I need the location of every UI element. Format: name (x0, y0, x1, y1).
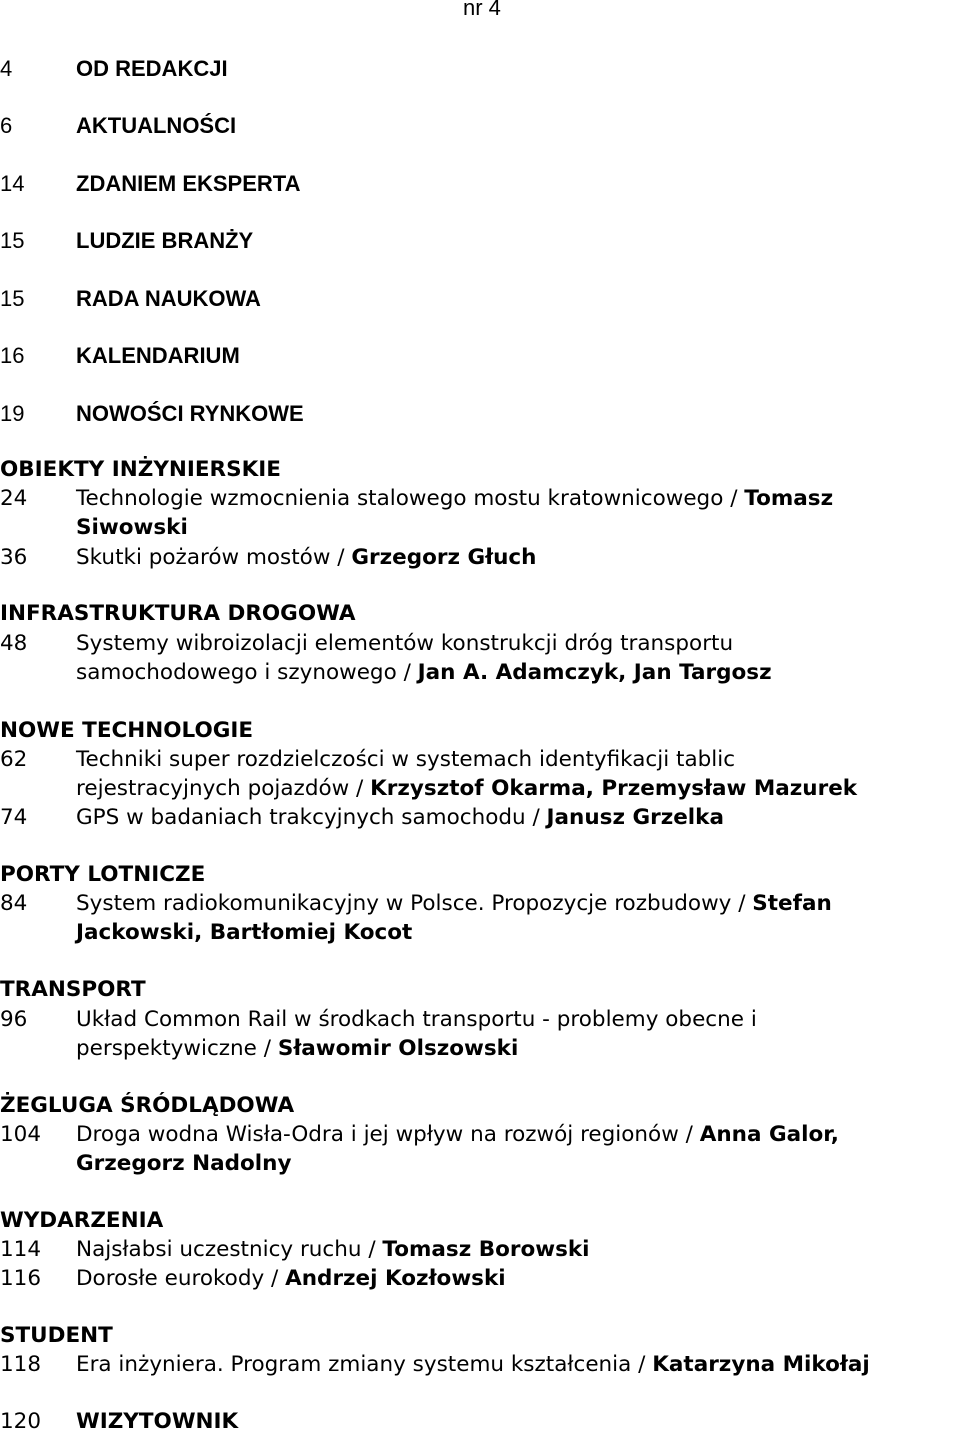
entry-author: Stefan (752, 891, 832, 916)
entry-title: Era inżyniera. Program zmiany systemu kształcenia / Katarzyna Mikołaj (76, 1352, 870, 1377)
issue-number: nr 4 (463, 0, 501, 20)
entry-title: GPS w badaniach trakcyjnych samochodu / Janusz Grzelka (76, 805, 724, 830)
section-heading: OBIEKTY INŻYNIERSKIE (0, 457, 281, 482)
section-heading: ŻEGLUGA ŚRÓDLĄDOWA (0, 1093, 295, 1118)
entry-title: Droga wodna Wisła-Odra i jej wpływ na rozwój regionów / Anna Galor, (76, 1122, 839, 1147)
entry-author: Grzegorz Głuch (351, 545, 537, 570)
entry-author: Janusz Grzelka (546, 805, 724, 830)
page-number: 96 (0, 1007, 28, 1032)
page-number: 74 (0, 805, 28, 830)
entry-title: System radiokomunikacyjny w Polsce. Propozycje rozbudowy / Stefan (76, 891, 832, 916)
page-number: 19 (0, 401, 25, 426)
section-heading: STUDENT (0, 1323, 113, 1348)
page-number: 62 (0, 747, 28, 772)
entry-title: NOWOŚCI RYNKOWE (76, 401, 304, 426)
entry-author: Sławomir Olszowski (277, 1036, 519, 1061)
entry-title: WIZYTOWNIK (76, 1409, 239, 1434)
section-heading: WYDARZENIA (0, 1208, 164, 1233)
entry-title: Najsłabsi uczestnicy ruchu / Tomasz Borowski (76, 1237, 590, 1262)
page-number: 4 (0, 56, 13, 81)
entry-title: RADA NAUKOWA (76, 286, 261, 311)
entry-title: Skutki pożarów mostów / Grzegorz Głuch (76, 545, 537, 570)
page-number: 14 (0, 171, 25, 196)
section-heading: INFRASTRUKTURA DROGOWA (0, 601, 356, 626)
page-number: 16 (0, 343, 25, 368)
entry-author-continued: Siwowski (76, 515, 188, 540)
page-number: 114 (0, 1237, 42, 1262)
entry-title: Technologie wzmocnienia stalowego mostu kratownicowego / Tomasz (76, 486, 834, 511)
page-number: 15 (0, 286, 25, 311)
page-number: 15 (0, 228, 25, 253)
entry-title: AKTUALNOŚCI (76, 113, 237, 138)
entry-author: Jan A. Adamczyk, Jan Targosz (417, 660, 772, 685)
entry-title-continued: perspektywiczne / Sławomir Olszowski (76, 1036, 519, 1061)
entry-title-continued: samochodowego i szynowego / Jan A. Adamczyk, Jan Targosz (76, 660, 772, 685)
entry-author-continued: Jackowski, Bartłomiej Kocot (76, 920, 413, 945)
entry-author: Krzysztof Okarma, Przemysław Mazurek (370, 776, 858, 801)
entry-title: Dorosłe eurokody / Andrzej Kozłowski (76, 1266, 506, 1291)
entry-title: Układ Common Rail w środkach transportu - problemy obecne i (76, 1007, 757, 1032)
entry-title: LUDZIE BRANŻY (76, 228, 254, 253)
entry-title: OD REDAKCJI (76, 56, 228, 81)
entry-title: KALENDARIUM (76, 343, 240, 368)
page-number: 118 (0, 1352, 42, 1377)
section-heading: TRANSPORT (0, 977, 146, 1002)
page-number: 104 (0, 1122, 42, 1147)
entry-author: Anna Galor, (699, 1122, 839, 1147)
entry-title: Systemy wibroizolacji elementów konstrukcji dróg transportu (76, 631, 734, 656)
page-number: 48 (0, 631, 28, 656)
entry-author-continued: Grzegorz Nadolny (76, 1151, 292, 1176)
entry-author: Katarzyna Mikołaj (652, 1352, 870, 1377)
entry-author: Tomasz (744, 486, 834, 511)
page-number: 120 (0, 1409, 42, 1434)
entry-author: Andrzej Kozłowski (285, 1266, 506, 1291)
page-number: 36 (0, 545, 28, 570)
section-heading: PORTY LOTNICZE (0, 862, 206, 887)
page-number: 24 (0, 486, 28, 511)
page-number: 116 (0, 1266, 42, 1291)
section-heading: NOWE TECHNOLOGIE (0, 718, 254, 743)
entry-author: Tomasz Borowski (382, 1237, 590, 1262)
entry-title: Techniki super rozdzielczości w systemach identyfikacji tablic (76, 747, 736, 772)
page-number: 84 (0, 891, 28, 916)
entry-title: ZDANIEM EKSPERTA (76, 171, 301, 196)
page-number: 6 (0, 113, 13, 138)
entry-title-continued: rejestracyjnych pojazdów / Krzysztof Okarma, Przemysław Mazurek (76, 776, 858, 801)
